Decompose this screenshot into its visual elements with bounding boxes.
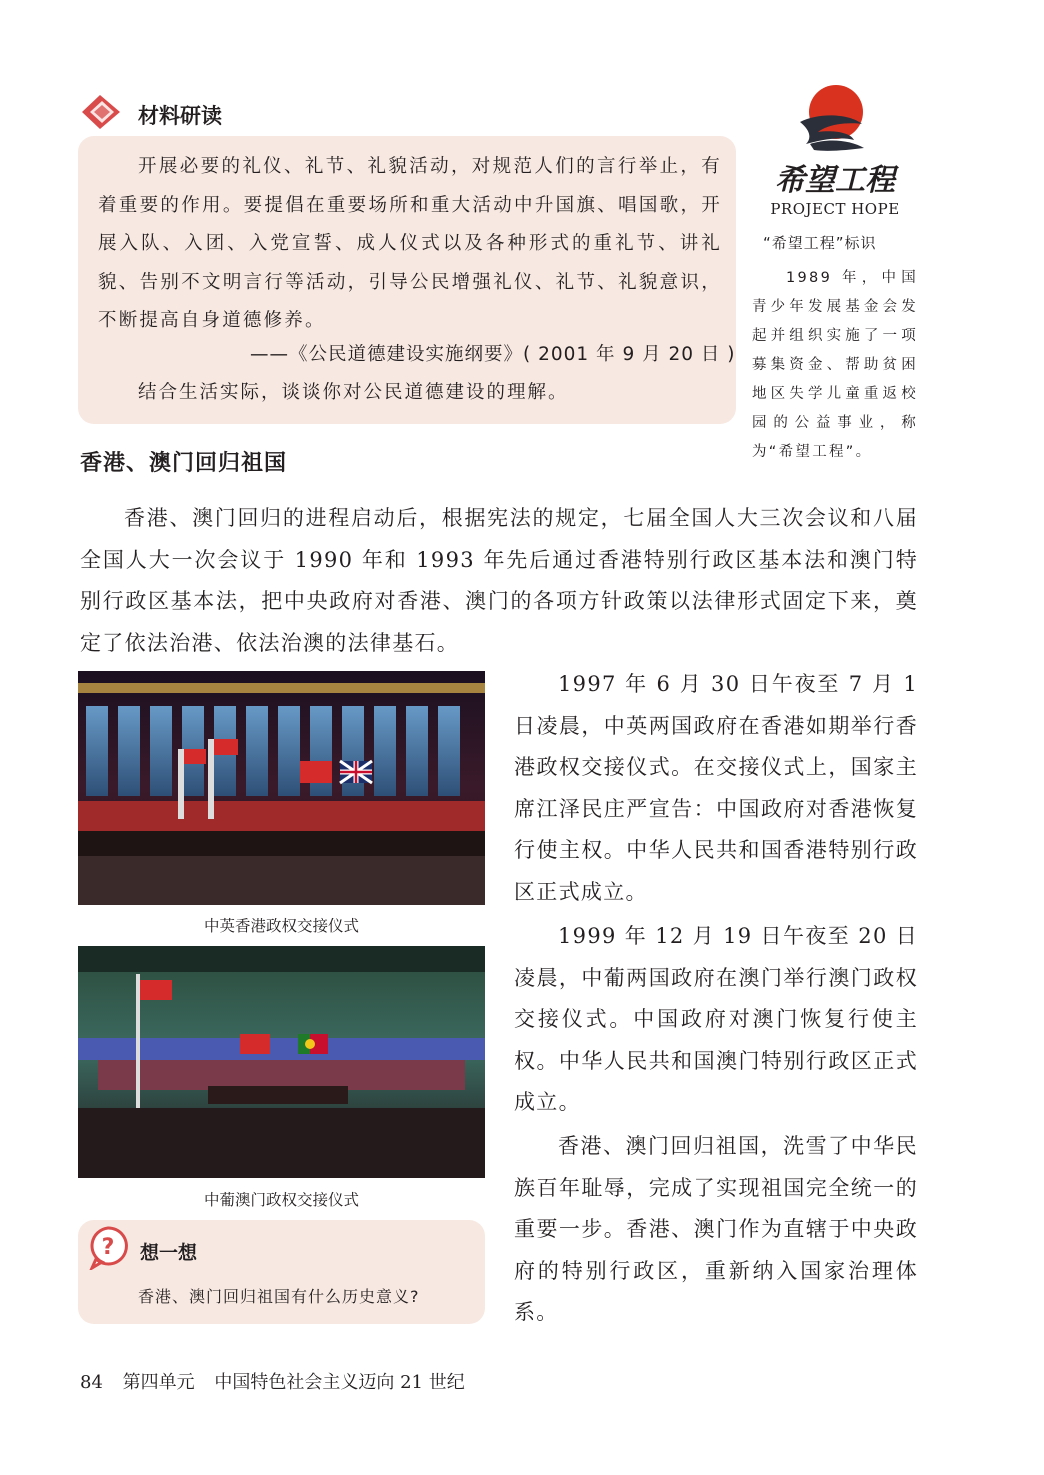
material-title: 材料研读 (138, 104, 222, 128)
material-paragraph: 开展必要的礼仪、礼节、礼貌活动，对规范人们的言行举止，有着重要的作用。要提倡在重要场所和重大活动中升国旗、唱国歌，开展入队、入团、入党宣誓、成人仪式以及各种形式的重礼节、讲礼貌、告别不文明言行等活动，引导公民增强礼仪、礼节、礼貌意识，不断提高自身道德修养。 (98, 156, 722, 331)
think-box (78, 1220, 485, 1324)
hope-logo-cn-text: 希望工程 (775, 163, 895, 198)
unit-label: 第四单元 (122, 1372, 195, 1393)
think-question: 香港、澳门回归祖国有什么历史意义? (138, 1287, 420, 1306)
hope-caption: “希望工程”标识 (763, 234, 877, 252)
hope-logo-en-text: PROJECT HOPE (770, 200, 900, 218)
think-title: 想一想 (140, 1242, 198, 1264)
paragraph-intro: 香港、澳门回归的进程启动后，根据宪法的规定，七届全国人大三次会议和八届全国人大一次会议于 1990 年和 1993 年先后通过香港特别行政区基本法和澳门特别行政区基本法，把中央政府对香港、澳门的各项方针政策以法律形式固定下来，奠定了依法治港、依法治澳的法律基石。 (80, 506, 918, 655)
paragraph-hk-handover: 1997 年 6 月 30 日午夜至 7 月 1 日凌晨，中英两国政府在香港如期举行香港政权交接仪式。在交接仪式上，国家主席江泽民庄严宣告：中国政府对香港恢复行使主权。中华人民共和国香港特别行政区正式成立。 (514, 672, 918, 904)
question-icon (88, 1226, 128, 1270)
macau-handover-photo (78, 946, 485, 1178)
unit-title: 中国特色社会主义迈向 21 世纪 (214, 1372, 465, 1393)
hope-note: 1989 年，中国青少年发展基金会发起并组织实施了一项募集资金、帮助贫困地区失学儿童重返校园的公益事业，称为“希望工程”。 (752, 270, 918, 460)
section-heading: 香港、澳门回归祖国 (80, 450, 288, 476)
book-icon (78, 92, 124, 132)
page-footer (80, 1368, 479, 1394)
hk-photo-caption: 中英香港政权交接仪式 (203, 917, 359, 935)
hk-handover-photo (78, 671, 485, 905)
project-hope-logo (770, 82, 900, 222)
material-question: 结合生活实际，谈谈你对公民道德建设的理解。 (138, 382, 569, 403)
paragraph-macau-handover: 1999 年 12 月 19 日午夜至 20 日凌晨，中葡两国政府在澳门举行澳门政权交接仪式。中国政府对澳门恢复行使主权。中华人民共和国澳门特别行政区正式成立。 (514, 924, 918, 1114)
macau-photo-caption: 中葡澳门政权交接仪式 (203, 1191, 359, 1209)
svg-text:?: ? (101, 1235, 115, 1260)
paragraph-significance: 香港、澳门回归祖国，洗雪了中华民族百年耻辱，完成了实现祖国完全统一的重要一步。香港、澳门作为直辖于中央政府的特别行政区，重新纳入国家治理体系。 (514, 1134, 918, 1324)
page-number: 84 (80, 1372, 103, 1393)
material-source: ——《公民道德建设实施纲要》( 2001 年 9 月 20 日 ) (250, 344, 736, 365)
